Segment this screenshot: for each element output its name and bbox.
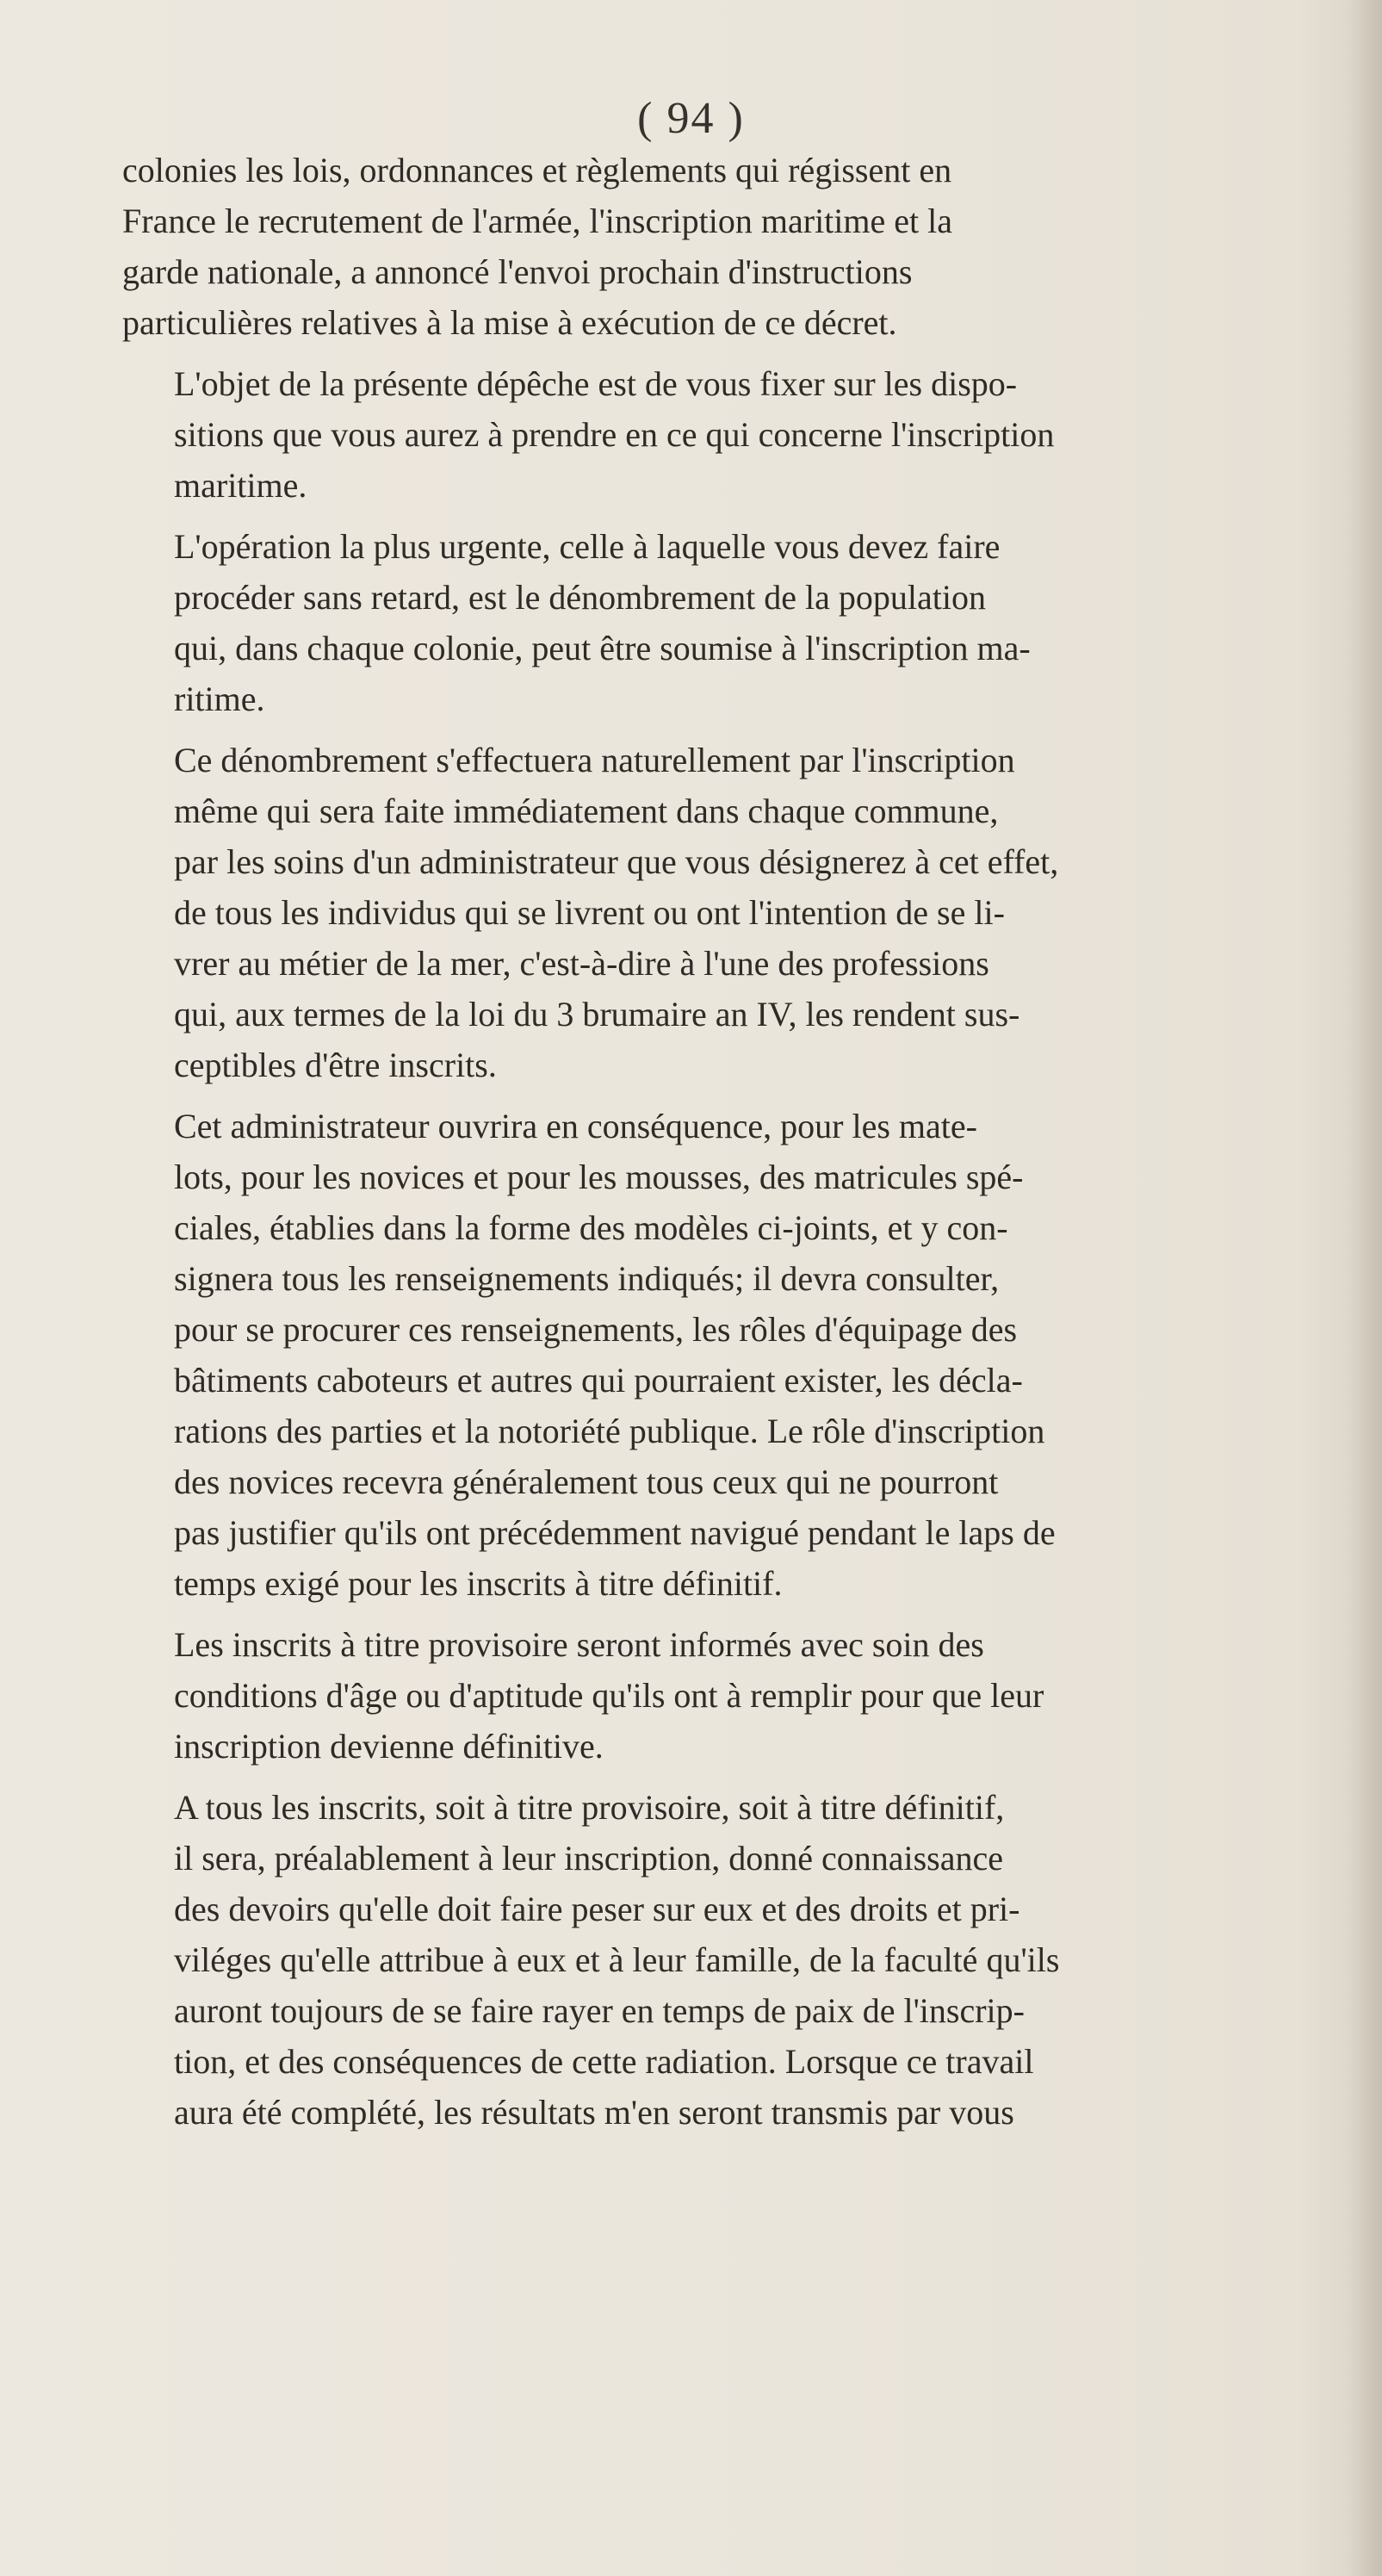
text-line: Cet administrateur ouvrira en conséquence, pour les mate- [174, 1107, 977, 1145]
text-line: L'objet de la présente dépêche est de vous fixer sur les dispo- [174, 364, 1018, 403]
text-line: pour se procurer ces renseignements, les rôles d'équipage des [174, 1310, 1018, 1349]
text-line: des devoirs qu'elle doit faire peser sur eux et des droits et pri- [174, 1890, 1020, 1928]
text-line: viléges qu'elle attribue à eux et à leur famille, de la faculté qu'ils [174, 1940, 1060, 1979]
text-line: ceptibles d'être inscrits. [174, 1046, 497, 1084]
text-line: qui, dans chaque colonie, peut être soumise à l'inscription ma- [174, 629, 1031, 667]
text-line: qui, aux termes de la loi du 3 brumaire an IV, les rendent sus- [174, 995, 1020, 1034]
text-line: maritime. [174, 466, 307, 505]
page-number: ( 94 ) [637, 94, 745, 143]
text-line: bâtiments caboteurs et autres qui pourraient exister, les décla- [174, 1361, 1023, 1400]
text-line: ciales, établies dans la forme des modèles ci-joints, et y con- [174, 1208, 1008, 1247]
text-line: particulières relatives à la mise à exécution de ce décret. [122, 303, 897, 342]
text-line: L'opération la plus urgente, celle à laquelle vous devez faire [174, 527, 1001, 566]
paragraph-4 [122, 735, 1354, 1090]
text-line: auront toujours de se faire rayer en temps de paix de l'inscrip- [174, 1991, 1025, 2030]
text-line: aura été complété, les résultats m'en seront transmis par vous [174, 2093, 1014, 2132]
text-line: lots, pour les novices et pour les mousses, des matricules spé- [174, 1158, 1024, 1196]
page-edge-shadow [1348, 0, 1382, 2576]
text-line: il sera, préalablement à leur inscription, donné connaissance [174, 1839, 1003, 1878]
paragraph-7 [122, 1782, 1354, 2138]
text-line: Ce dénombrement s'effectuera naturellement par l'inscription [174, 741, 1015, 779]
paragraph-5 [122, 1101, 1354, 1609]
text-line: A tous les inscrits, soit à titre provisoire, soit à titre définitif, [174, 1788, 1005, 1827]
text-line: France le recrutement de l'armée, l'inscription maritime et la [122, 202, 953, 240]
text-line: temps exigé pour les inscrits à titre définitif. [174, 1564, 783, 1603]
text-line: conditions d'âge ou d'aptitude qu'ils ont à remplir pour que leur [174, 1676, 1044, 1715]
text-line: tion, et des conséquences de cette radiation. Lorsque ce travail [174, 2042, 1034, 2081]
text-line: sitions que vous aurez à prendre en ce qui concerne l'inscription [174, 415, 1055, 454]
text-line: rations des parties et la notoriété publique. Le rôle d'inscription [174, 1412, 1045, 1450]
paragraph-2 [122, 358, 1354, 511]
text-line: par les soins d'un administrateur que vous désignerez à cet effet, [174, 842, 1059, 881]
text-line: colonies les lois, ordonnances et règlements qui régissent en [122, 151, 952, 189]
text-line: même qui sera faite immédiatement dans chaque commune, [174, 791, 999, 830]
text-line: inscription devienne définitive. [174, 1727, 604, 1766]
text-line: de tous les individus qui se livrent ou ont l'intention de se li- [174, 893, 1005, 932]
text-line: ritime. [174, 680, 265, 718]
text-line: signera tous les renseignements indiqués; il devra consulter, [174, 1259, 1000, 1298]
paragraph-6 [122, 1619, 1354, 1772]
body-text [122, 145, 1354, 2148]
paragraph-1 [122, 145, 1354, 348]
paragraph-3 [122, 521, 1354, 724]
text-line: vrer au métier de la mer, c'est-à-dire à l'une des professions [174, 944, 989, 983]
text-line: pas justifier qu'ils ont précédemment navigué pendant le laps de [174, 1513, 1056, 1552]
text-line: Les inscrits à titre provisoire seront informés avec soin des [174, 1625, 984, 1664]
text-line: garde nationale, a annoncé l'envoi prochain d'instructions [122, 252, 913, 291]
text-line: des novices recevra généralement tous ceux qui ne pourront [174, 1462, 999, 1501]
text-line: procéder sans retard, est le dénombrement de la population [174, 578, 986, 617]
